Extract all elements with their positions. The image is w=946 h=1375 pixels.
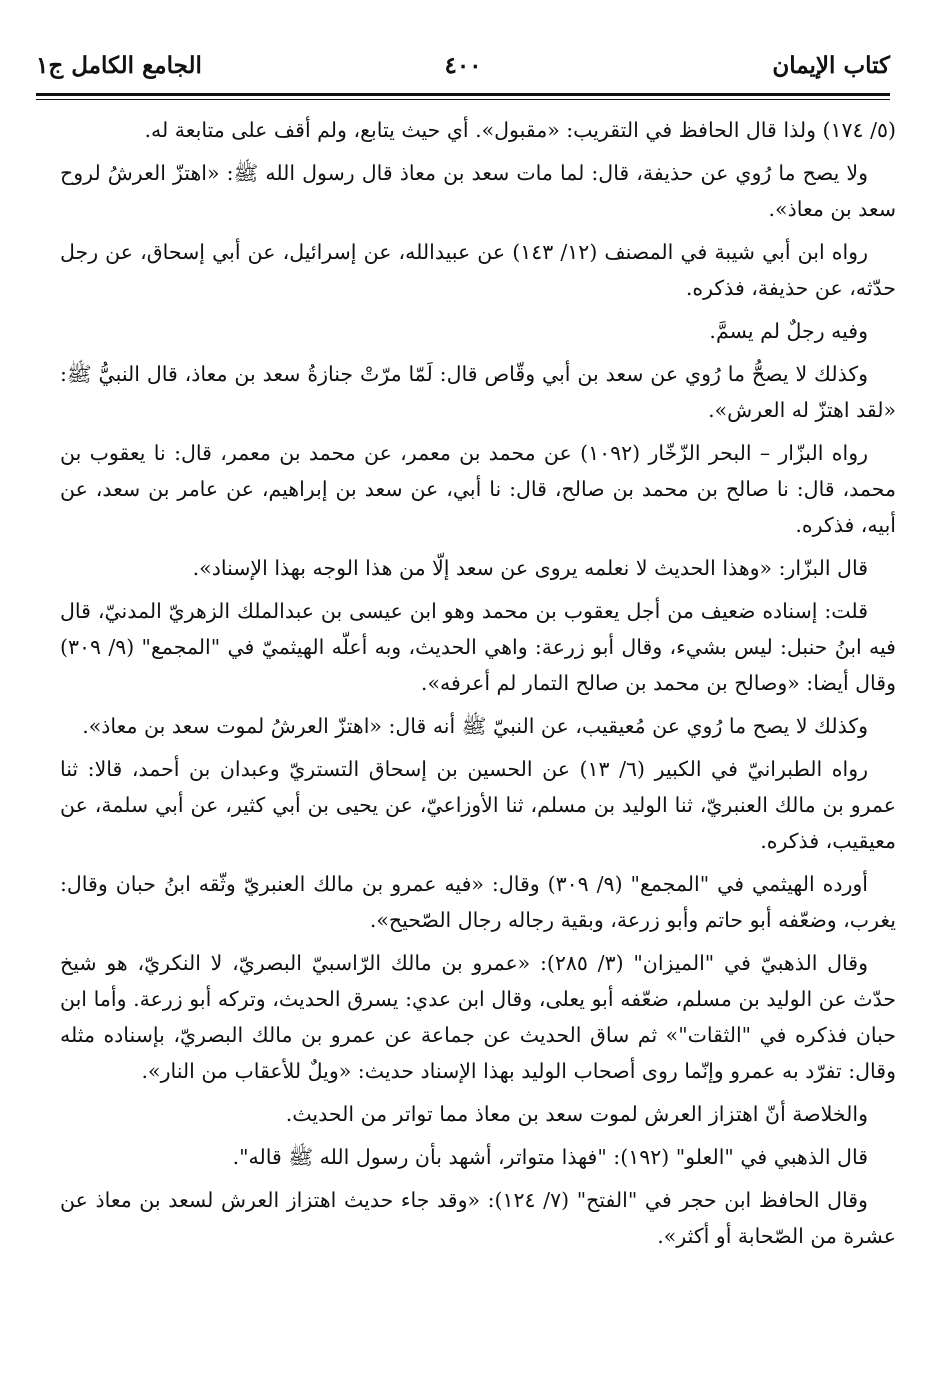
paragraph: قال البزّار: «وهذا الحديث لا نعلمه يروى عن سعد إلّا من هذا الوجه بهذا الإسناد». — [192, 556, 868, 580]
paragraph: ولا يصح ما رُوي عن حذيفة، قال: لما مات سعد بن معاذ قال رسول الله ﷺ: «اهتزّ العرشُ لروح سعد بن معاذ». — [60, 161, 896, 221]
page-number: ٤٠٠ — [444, 52, 482, 79]
paragraph: وكذلك لا يصحُّ ما رُوي عن سعد بن أبي وقّاص قال: لَمّا مرّتْ جنازةُ سعد بن معاذ، قال النبيُّ ﷺ: «لقد اهتزّ له العرش». — [60, 362, 896, 422]
paragraph: رواه الطبرانيّ في الكبير (٦/ ١٣) عن الحسين بن إسحاق التستريّ وعبدان بن أحمد، قالا: ثنا عمرو بن مالك العنبريّ، ثنا الوليد بن مسلم، ثنا الأوزاعيّ، عن يحيى بن أبي كثير، عن أبي سلمة، عن معيقيب، فذكره. — [60, 757, 896, 853]
paragraph: وفيه رجلٌ لم يسمَّ. — [709, 319, 868, 343]
page-header — [36, 52, 890, 92]
paragraph: وكذلك لا يصح ما رُوي عن مُعيقيب، عن النبيّ ﷺ أنه قال: «اهتزّ العرشُ لموت سعد بن معاذ». — [82, 714, 868, 738]
paragraph: قال الذهبي في "العلو" (١٩٢): "فهذا متواتر، أشهد بأن رسول الله ﷺ قاله". — [232, 1145, 868, 1169]
paragraph: قلت: إسناده ضعيف من أجل يعقوب بن محمد وهو ابن عيسى بن عبدالملك الزهريّ المدنيّ، قال فيه ابنُ حنبل: ليس بشيء، وقال أبو زرعة: واهي الحديث، وبه أعلّه الهيثميّ في "المجمع" (٩/ ٣٠٩) وقال أيضا: «وصالح بن محمد بن صالح التمار لم أعرفه». — [60, 599, 896, 695]
book-title: كتاب الإيمان — [772, 52, 890, 79]
page-body — [60, 112, 896, 1261]
header-rule-thin — [36, 99, 890, 100]
paragraph: أورده الهيثمي في "المجمع" (٩/ ٣٠٩) وقال: «فيه عمرو بن مالك العنبريّ وثّقه ابنُ حبان وقال: يغرب، وضعّفه أبو حاتم وأبو زرعة، وبقية رجاله رجال الصّحيح». — [60, 872, 896, 932]
paragraph: (٥/ ١٧٤) ولذا قال الحافظ في التقريب: «مقبول». أي حيث يتابع، ولم أقف على متابعة له. — [144, 118, 896, 142]
volume-title: الجامع الكامل ج١ — [36, 52, 202, 79]
paragraph: رواه ابن أبي شيبة في المصنف (١٢/ ١٤٣) عن عبيدالله، عن إسرائيل، عن أبي إسحاق، عن رجل حدّثه، عن حذيفة، فذكره. — [60, 240, 896, 300]
header-rule-thick — [36, 93, 890, 96]
paragraph: رواه البزّار – البحر الزّخّار (١٠٩٢) عن محمد بن معمر، عن محمد بن معمر، قال: نا يعقوب بن محمد، قال: نا صالح بن محمد بن صالح، قال: نا أبي، عن سعد بن إبراهيم، عن عامر بن سعد، عن أبيه، فذكره. — [60, 441, 896, 537]
paragraph: وقال الحافظ ابن حجر في "الفتح" (٧/ ١٢٤): «وقد جاء حديث اهتزاز العرش لسعد بن معاذ عن عشرة من الصّحابة أو أكثر». — [60, 1188, 896, 1248]
paragraph: والخلاصة أنّ اهتزاز العرش لموت سعد بن معاذ مما تواتر من الحديث. — [285, 1102, 868, 1126]
paragraph: وقال الذهبيّ في "الميزان" (٣/ ٢٨٥): «عمرو بن مالك الرّاسبيّ البصريّ، لا النكريّ، هو شيخ حدّث عن الوليد بن مسلم، ضعّفه أبو يعلى، وقال ابن عدي: يسرق الحديث، وتركه أبو زرعة. وأما ابن حبان فذكره في "الثقات"» ثم ساق الحديث عن جماعة عن عمرو بن مالك البصريّ، بإسناده مثله وقال: تفرّد به عمرو وإنّما روى أصحاب الوليد بهذا الإسناد حديث: «ويلٌ للأعقاب من النار». — [60, 951, 896, 1083]
